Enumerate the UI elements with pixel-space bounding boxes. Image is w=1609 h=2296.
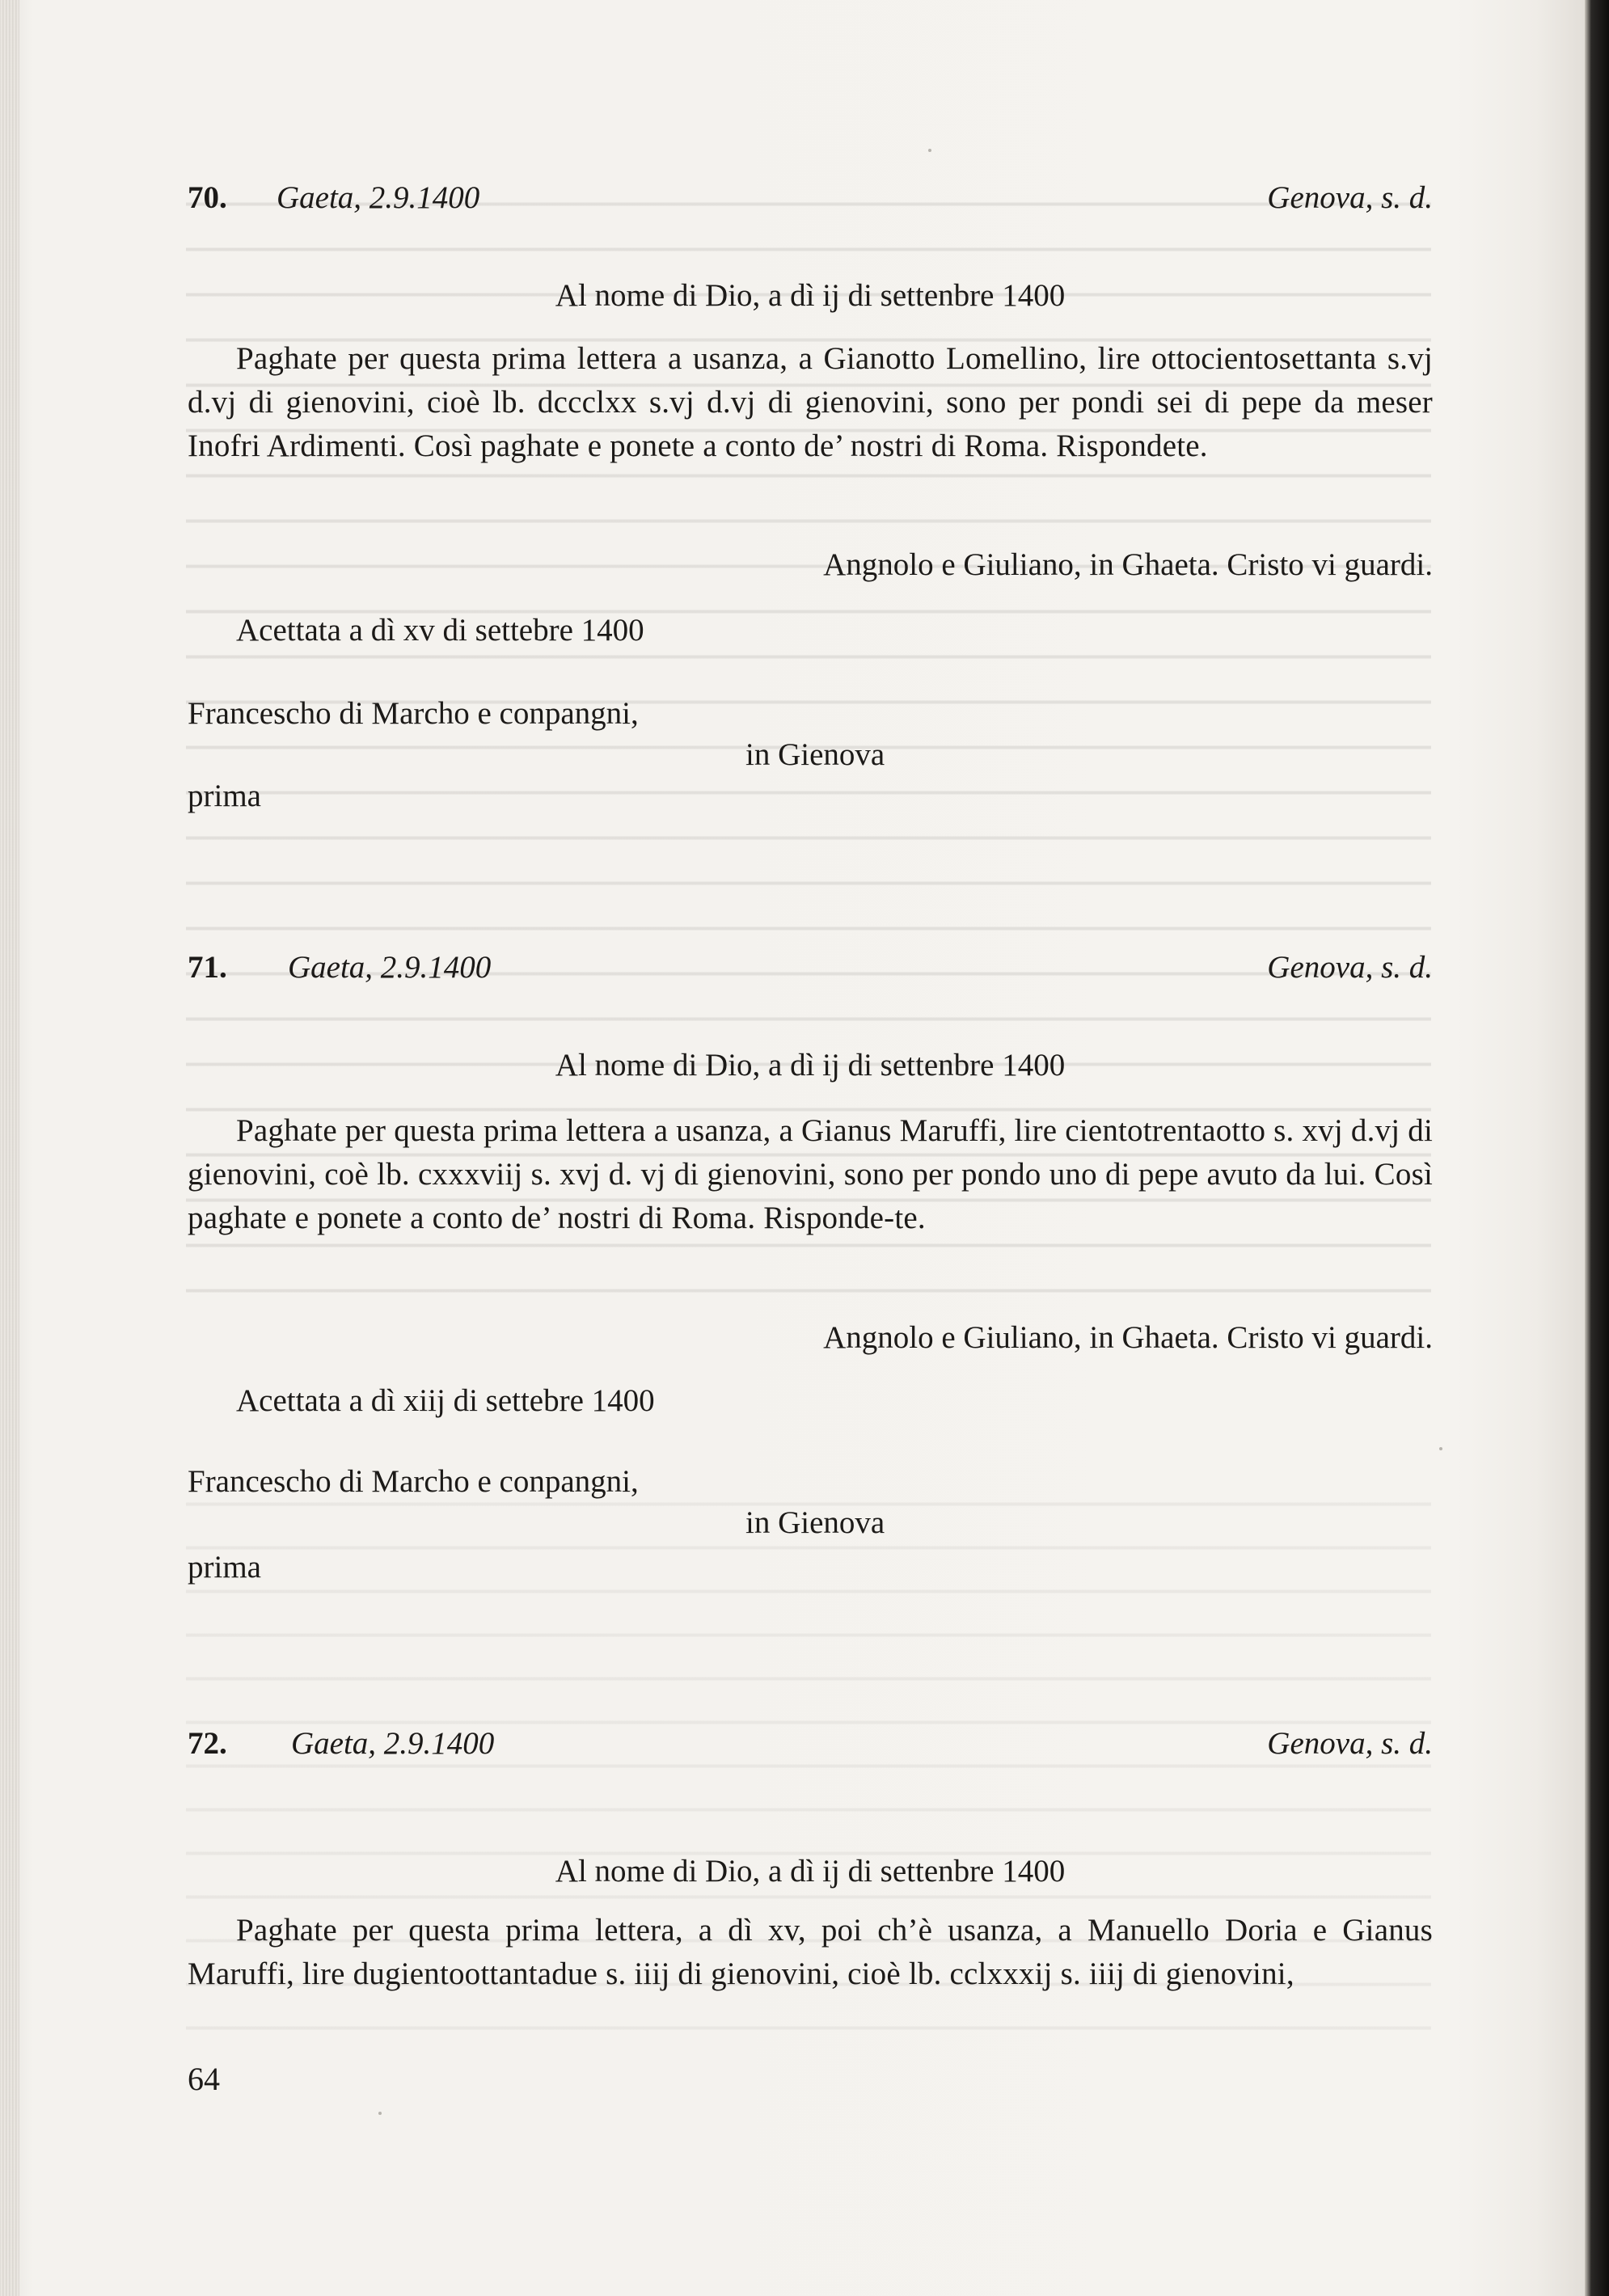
letter-number: 70.: [188, 180, 227, 215]
book-spine-shadow: [1585, 0, 1609, 2296]
letter-number: 71.: [188, 950, 227, 985]
letter-destination: Genova, s. d.: [1267, 1726, 1433, 1761]
letter-70-addressee: Francescho di Marcho e conpangni,: [188, 696, 639, 731]
letter-place-date: Gaeta, 2.9.1400: [277, 180, 480, 215]
letter-71-signature: Angnolo e Giuliano, in Ghaeta. Cristo vi guardi.: [823, 1320, 1433, 1355]
letter-71-addressee-place: in Gienova: [745, 1505, 885, 1540]
letter-71-acceptance: Acettata a dì xiij di settebre 1400: [236, 1383, 655, 1418]
letter-70-header: [188, 176, 1433, 220]
letter-70-invocation: Al nome di Dio, a dì ij di settenbre 1400: [555, 278, 1066, 313]
letter-72-header: [188, 1722, 1433, 1766]
letter-70-body: Paghate per questa prima lettera a usanza, a Gianotto Lomellino, lire ottocientosettanta s.vj d.vj di gienovini, cioè lb. dccclxx s.vj d.vj di gienovini, sono per pondi sei di pepe da meser Inofri Ardimenti. Così paghate e ponete a conto de’ nostri di Roma. Rispondete.: [188, 341, 1433, 463]
letter-72-invocation: Al nome di Dio, a dì ij di settenbre 1400: [555, 1854, 1066, 1889]
page-stack-edge: [0, 0, 19, 2296]
letter-71-addressee: Francescho di Marcho e conpangni,: [188, 1464, 639, 1499]
letter-70-addressee-place: in Gienova: [745, 737, 885, 772]
letter-71-body: Paghate per questa prima lettera a usanza, a Gianus Maruffi, lire cientotrentaotto s. xvj d.vj di gienovini, coè lb. cxxxviij s. xvj d. vj di gienovini, sono per pondo uno di pepe avuto da lui. Così paghate e ponete a conto de’ nostri di Roma. Risponde-te.: [188, 1113, 1433, 1235]
letter-70-note: prima: [188, 779, 261, 813]
letter-destination: Genova, s. d.: [1267, 180, 1433, 215]
letter-70-acceptance: Acettata a dì xv di settebre 1400: [236, 613, 644, 648]
paper-speck: [1439, 1447, 1442, 1450]
letter-70-signature: Angnolo e Giuliano, in Ghaeta. Cristo vi guardi.: [823, 547, 1433, 582]
paper-speck: [378, 2112, 382, 2115]
letter-place-date: Gaeta, 2.9.1400: [291, 1726, 495, 1761]
letter-number: 72.: [188, 1726, 227, 1761]
letter-place-date: Gaeta, 2.9.1400: [288, 950, 492, 985]
paper-speck: [928, 149, 931, 152]
letter-destination: Genova, s. d.: [1267, 950, 1433, 985]
letter-71-invocation: Al nome di Dio, a dì ij di settenbre 1400: [555, 1048, 1066, 1083]
letter-72-body: Paghate per questa prima lettera, a dì xv, poi ch’è usanza, a Manuello Doria e Gianus Maruffi, lire dugientoottantadue s. iiij di gienovini, cioè lb. cclxxxij s. iiij di gienovini,: [188, 1913, 1433, 1991]
letter-71-header: [188, 946, 1433, 990]
letter-71-note: prima: [188, 1550, 261, 1585]
page-number: 64: [188, 2061, 220, 2097]
